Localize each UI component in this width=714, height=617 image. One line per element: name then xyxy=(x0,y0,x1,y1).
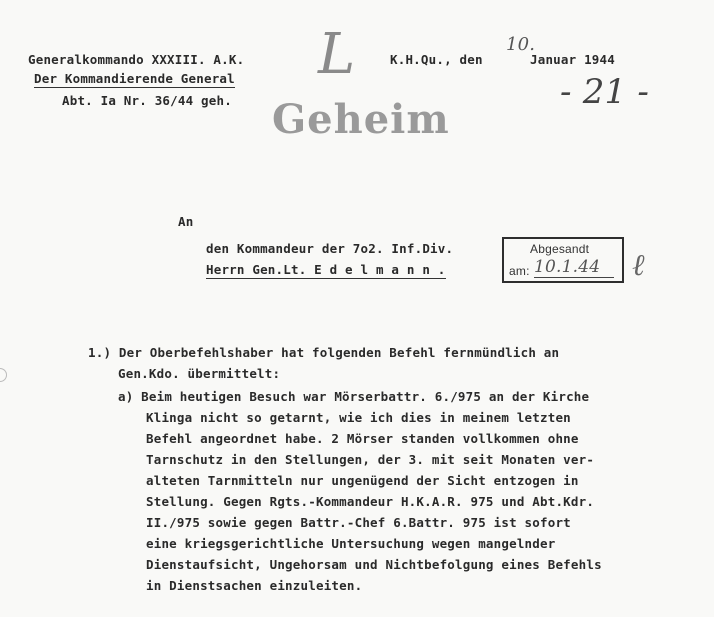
para-a-line-1: a) Beim heutigen Besuch war Mörserbattr. 6./975 an der Kirche xyxy=(118,389,590,404)
para-a-line-5: alteten Tarnmitteln nur ungenügend der Sicht entzogen in xyxy=(146,473,579,488)
geheim-stamp: Geheim xyxy=(272,96,450,143)
date-day-handwritten: 10. xyxy=(506,34,536,55)
abgesandt-stamp-date: 10.1.44 xyxy=(534,257,614,278)
place-date-prefix: K.H.Qu., den xyxy=(390,52,483,67)
para-a-line-7: II./975 sowie gegen Battr.-Chef 6.Battr. 975 ist sofort xyxy=(146,515,571,530)
page-number-handwritten: - 21 - xyxy=(560,72,650,112)
para-a-line-8: eine kriegsgerichtliche Untersuchung wegen mangelnder xyxy=(146,536,556,551)
para-a-line-2: Klinga nicht so getarnt, wie ich dies in meinem letzten xyxy=(146,410,571,425)
initial-handwritten: L xyxy=(318,22,356,87)
address-an: An xyxy=(178,214,194,229)
para-a-line-10: in Dienstsachen einzuleiten. xyxy=(146,578,363,593)
punch-hole-mark xyxy=(0,368,7,382)
para-a-line-4: Tarnschutz in den Stellungen, der 3. mit seit Monaten ver- xyxy=(146,452,595,467)
address-line-2: Herrn Gen.Lt. E d e l m a n n . xyxy=(206,262,446,277)
general-title: Der Kommandierende General xyxy=(34,71,235,86)
date-month-year: Januar 1944 xyxy=(530,52,615,67)
abgesandt-stamp-title: Abgesandt xyxy=(530,242,590,256)
abgesandt-stamp xyxy=(502,237,624,283)
item-1-line-1: 1.) Der Oberbefehlshaber hat folgenden Befehl fernmündlich an xyxy=(88,345,560,360)
para-a-line-9: Dienstaufsicht, Ungehorsam und Nichtbefolgung eines Befehls xyxy=(146,557,602,572)
item-1-line-2: Gen.Kdo. übermittelt: xyxy=(118,366,281,381)
address-line-1: den Kommandeur der 7o2. Inf.Div. xyxy=(206,241,454,256)
abgesandt-stamp-am-label: am: xyxy=(509,264,530,278)
para-a-line-3: Befehl angeordnet habe. 2 Mörser standen vollkommen ohne xyxy=(146,431,579,446)
command-name: Generalkommando XXXIII. A.K. xyxy=(28,52,245,67)
reference-number: Abt. Ia Nr. 36/44 geh. xyxy=(62,93,232,108)
paraph-mark: ℓ xyxy=(632,248,645,283)
para-a-line-6: Stellung. Gegen Rgts.-Kommandeur H.K.A.R. 975 und Abt.Kdr. xyxy=(146,494,595,509)
